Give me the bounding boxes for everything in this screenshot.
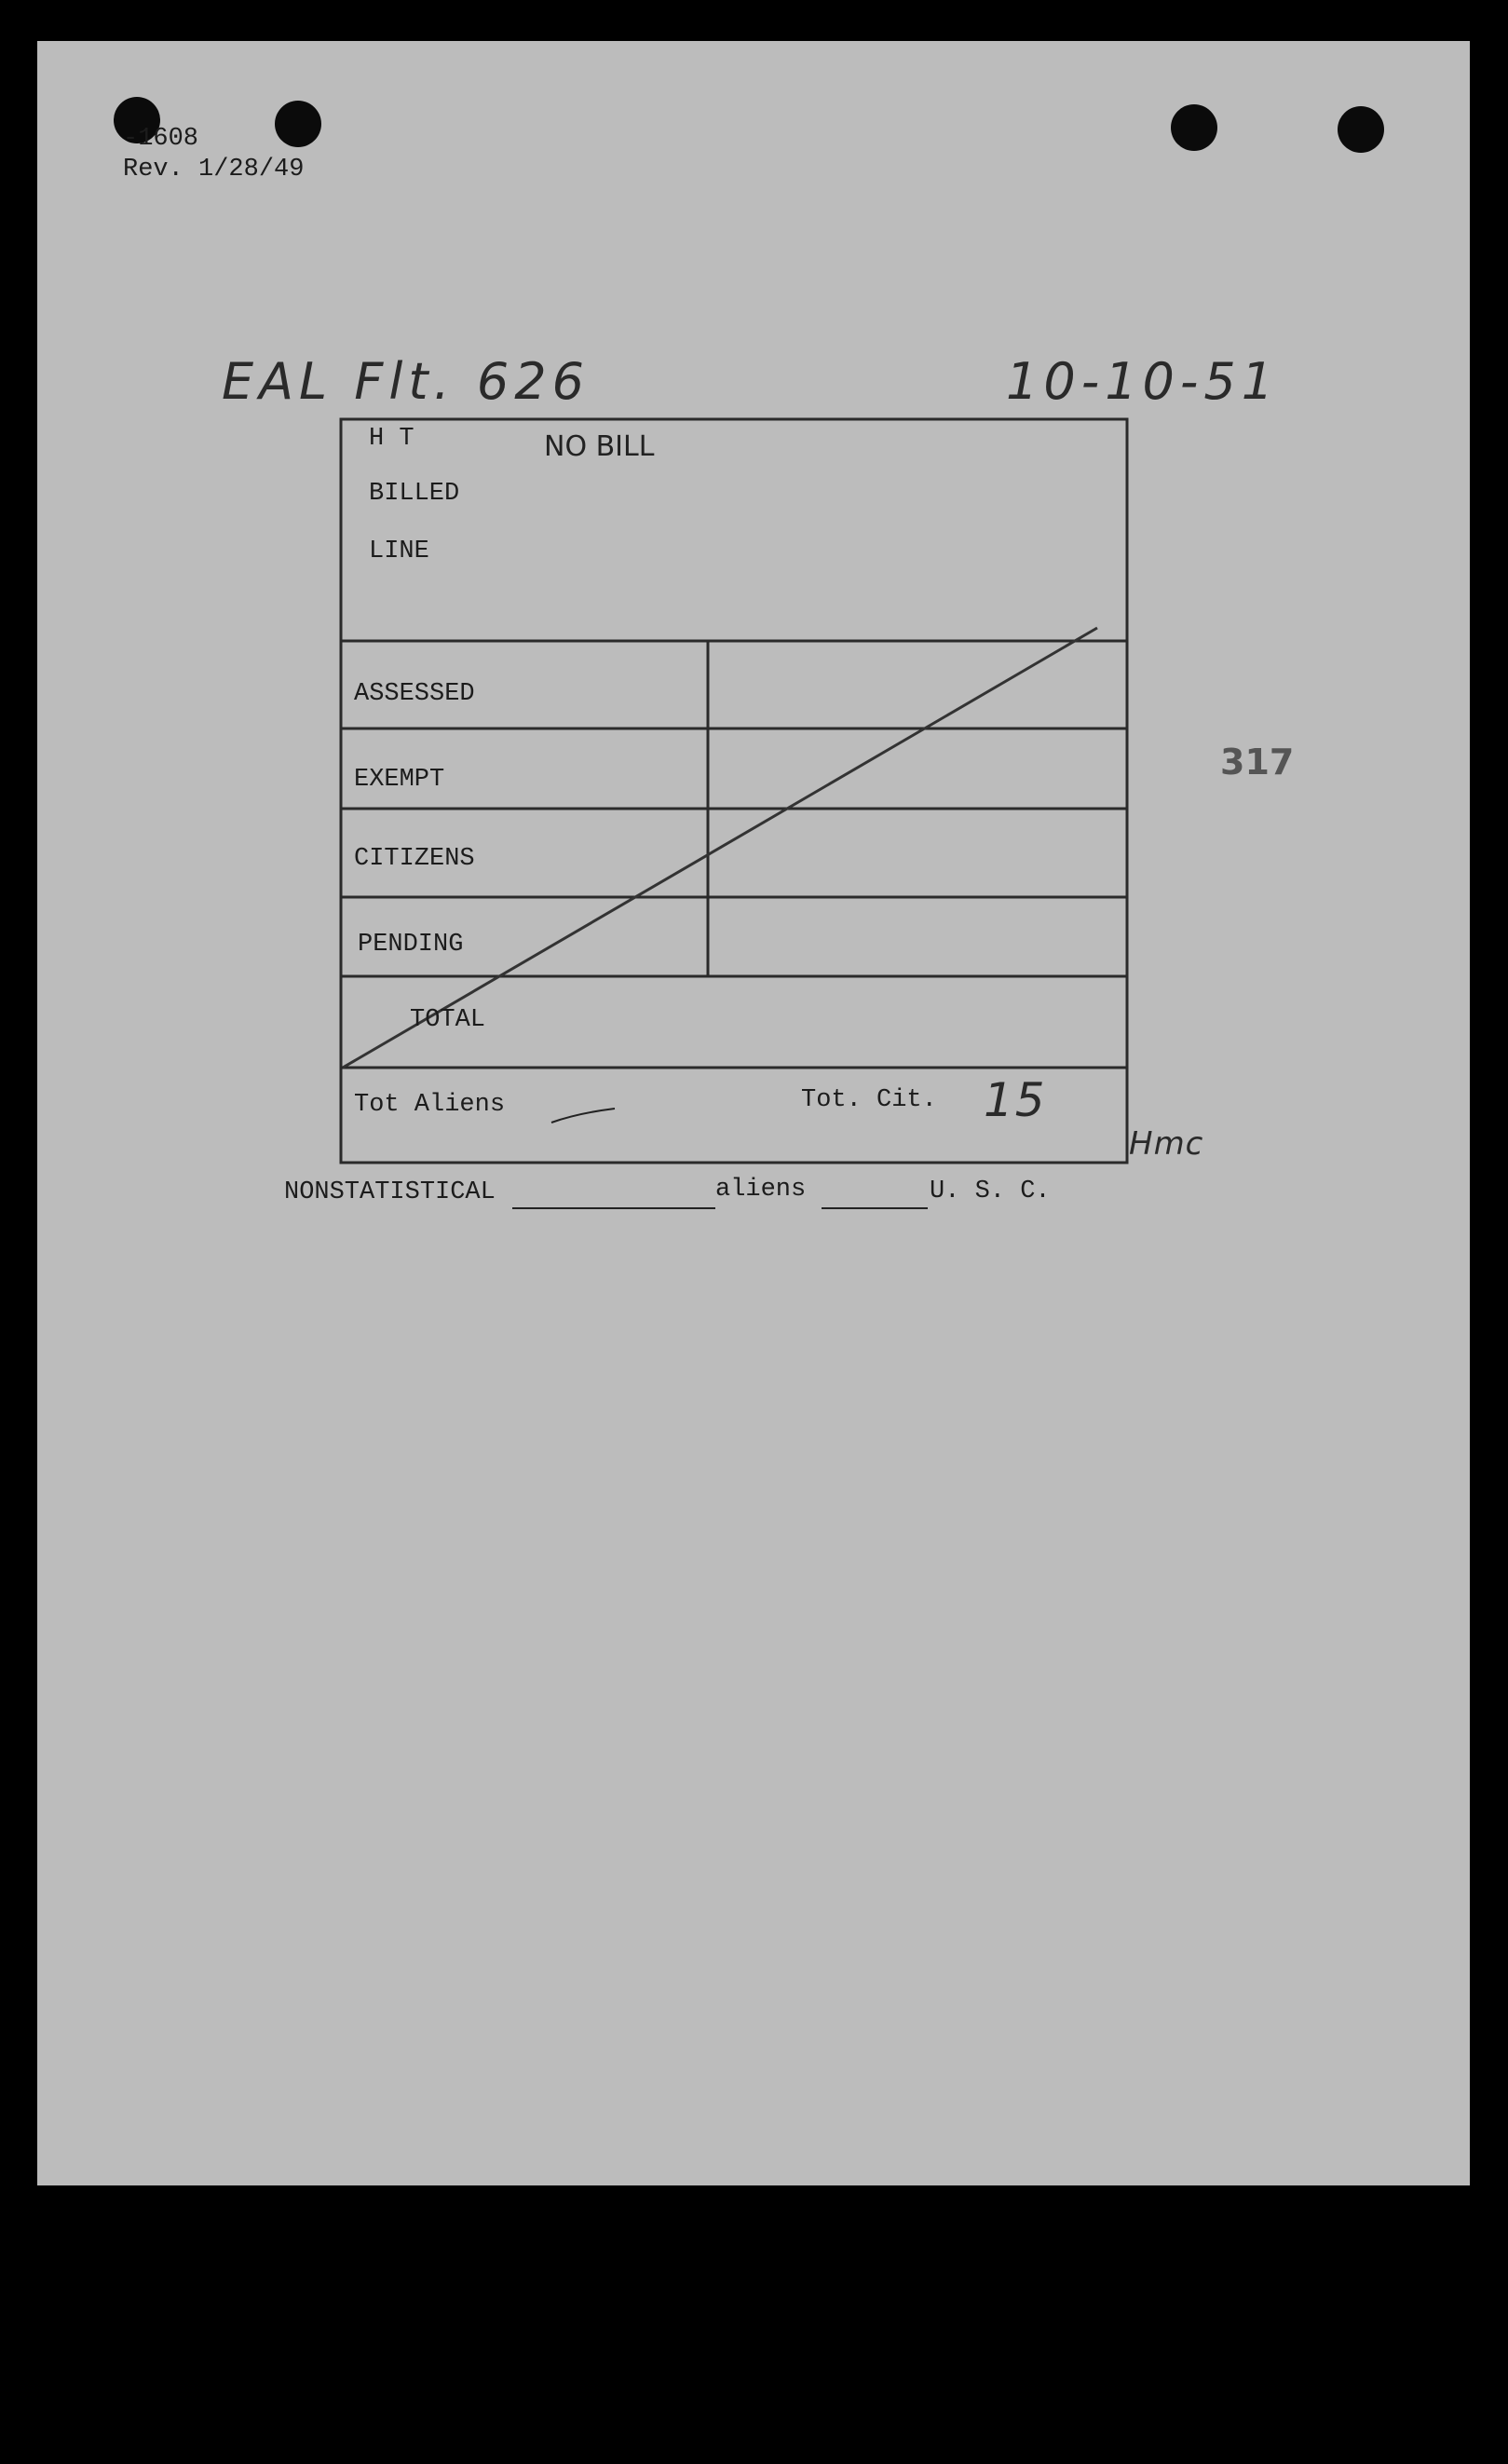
tot-cit-label: Tot. Cit. (801, 1086, 937, 1114)
label-ht: H T (369, 425, 414, 453)
form-number: -1608 (123, 125, 199, 153)
page-number-stamp: 317 (1220, 742, 1295, 783)
nonstatistical-label: NONSTATISTICAL (284, 1178, 496, 1206)
tot-cit-handwritten: 15 (984, 1073, 1047, 1127)
form-revision: Rev. 1/28/49 (123, 156, 305, 184)
no-bill-stamp: NO BILL (544, 430, 655, 463)
row-citizens: CITIZENS (354, 845, 475, 873)
row-pending: PENDING (358, 931, 464, 959)
label-billed: BILLED (369, 480, 460, 508)
row-assessed: ASSESSED (354, 680, 475, 708)
row-total: TOTAL (410, 1006, 486, 1034)
usc-label: U. S. C. (930, 1178, 1051, 1205)
row-exempt: EXEMPT (354, 766, 445, 794)
tot-aliens-label: Tot Aliens (354, 1091, 506, 1119)
aliens-label: aliens (715, 1176, 807, 1204)
flight-handwritten: EAL Flt. 626 (222, 352, 590, 411)
date-handwritten: 10-10-51 (1006, 352, 1280, 411)
label-line: LINE (369, 538, 429, 565)
initials-handwritten: Hmc (1129, 1125, 1204, 1163)
